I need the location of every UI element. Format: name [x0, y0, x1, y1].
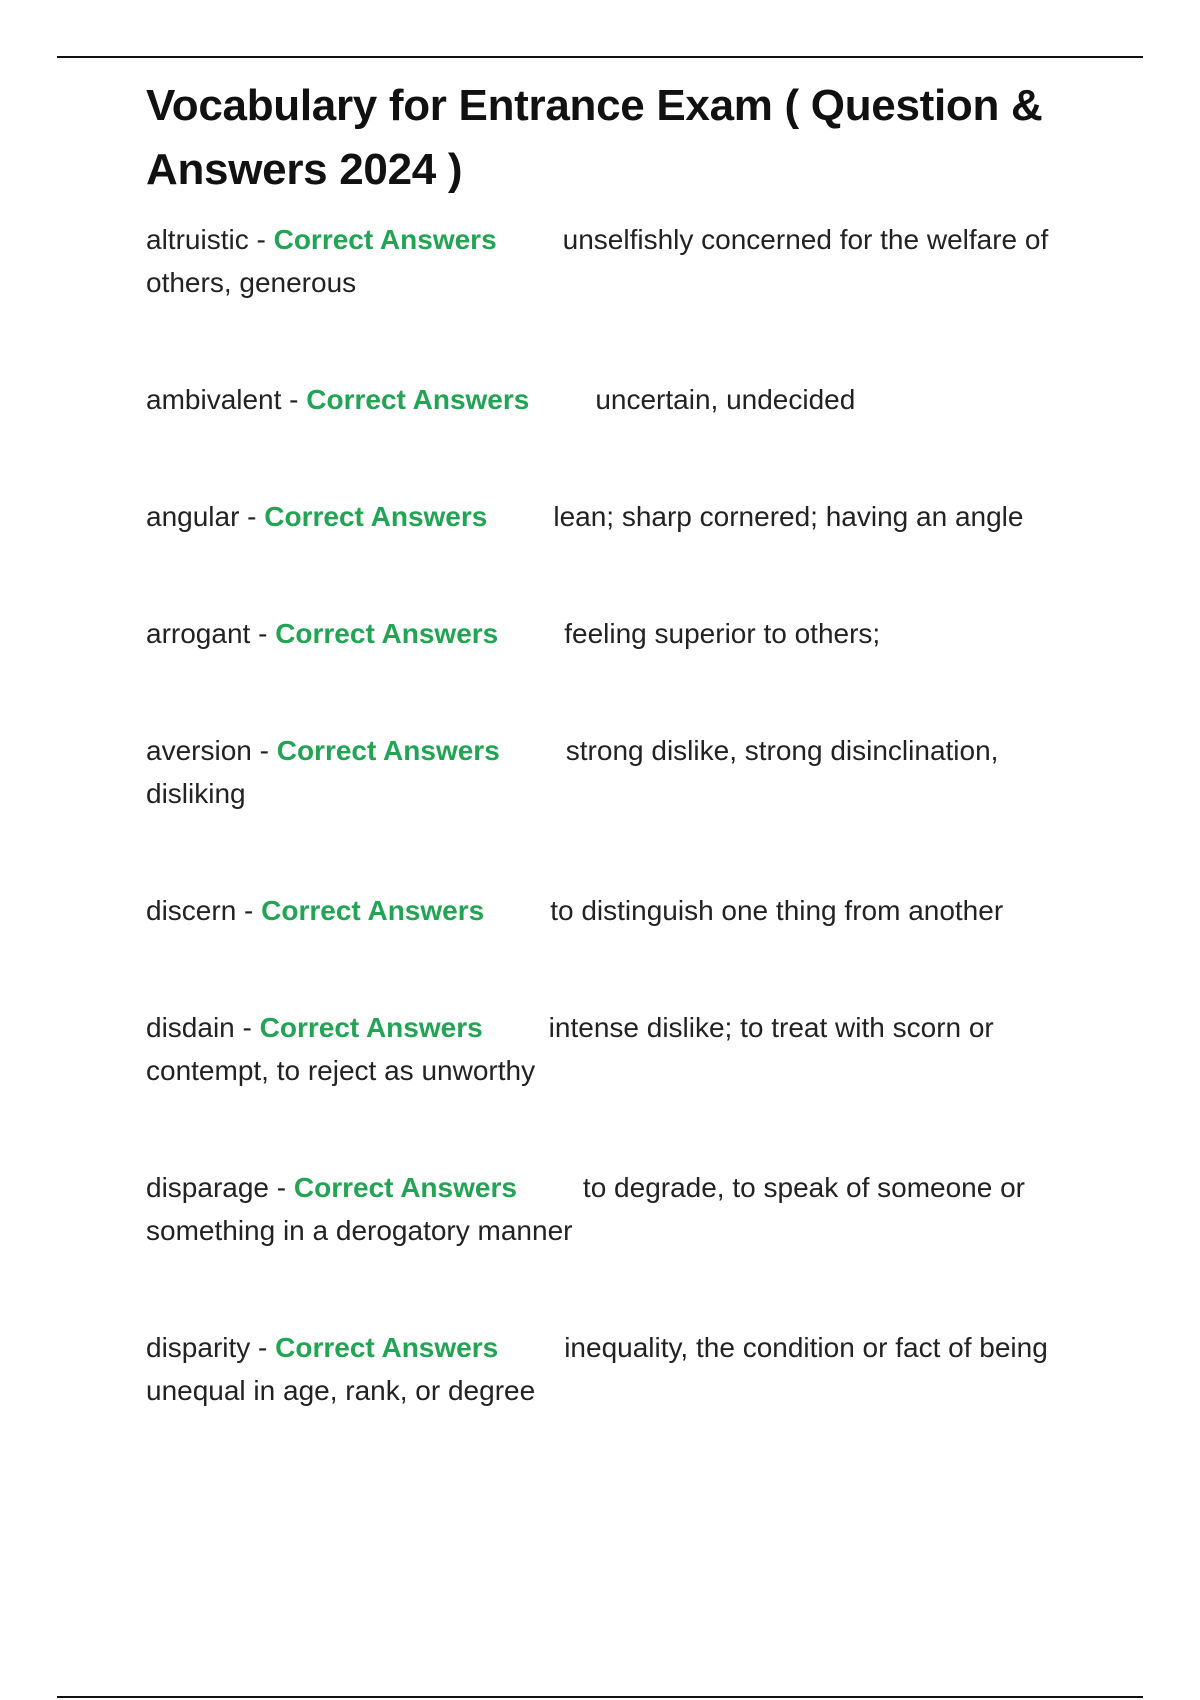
entry-term: disparity	[146, 1332, 251, 1363]
vocabulary-entry	[146, 495, 1096, 538]
entry-term: angular	[146, 501, 240, 532]
entry-separator: -	[251, 735, 277, 766]
entry-definition: strong dislike, strong disinclination, disliking	[146, 735, 999, 809]
correct-answers-label: Correct Answers	[293, 1172, 517, 1203]
document-title: Vocabulary for Entrance Exam ( Question & Answers 2024 )	[146, 81, 1043, 194]
entry-definition: intense dislike; to treat with scorn or contempt, to reject as unworthy	[146, 1012, 994, 1086]
correct-answers-label: Correct Answers	[264, 501, 488, 532]
entry-term: ambivalent	[146, 384, 282, 415]
entry-term: altruistic	[146, 224, 249, 255]
vocabulary-entry	[146, 1166, 1096, 1252]
correct-answers-label: Correct Answers	[275, 1332, 499, 1363]
entry-definition: unselfishly concerned for the welfare of others, generous	[146, 224, 1049, 298]
entry-term: arrogant	[146, 618, 251, 649]
vocabulary-list	[146, 218, 1096, 1412]
vocabulary-entry	[146, 1006, 1096, 1092]
entry-separator: -	[268, 1172, 294, 1203]
document-body	[146, 74, 1096, 1412]
entry-separator: -	[250, 1332, 276, 1363]
entry-separator: -	[248, 224, 274, 255]
entry-separator: -	[250, 618, 276, 649]
entry-definition: inequality, the condition or fact of being unequal in age, rank, or degree	[146, 1332, 1048, 1406]
entry-term: discern	[146, 895, 237, 926]
bottom-rule	[57, 1696, 1143, 1698]
entry-definition: to distinguish one thing from another	[550, 895, 1004, 926]
entry-term: disdain	[146, 1012, 235, 1043]
entry-term: aversion	[146, 735, 252, 766]
vocabulary-entry	[146, 889, 1096, 932]
entry-term: disparage	[146, 1172, 269, 1203]
entry-definition: to degrade, to speak of someone or something in a derogatory manner	[146, 1172, 1025, 1246]
correct-answers-label: Correct Answers	[259, 1012, 483, 1043]
entry-definition: uncertain, undecided	[595, 384, 856, 415]
vocabulary-entry	[146, 378, 1096, 421]
correct-answers-label: Correct Answers	[306, 384, 530, 415]
entry-definition: feeling superior to others;	[564, 618, 881, 649]
correct-answers-label: Correct Answers	[261, 895, 485, 926]
entry-separator: -	[281, 384, 307, 415]
correct-answers-label: Correct Answers	[273, 224, 497, 255]
vocabulary-entry	[146, 612, 1096, 655]
vocabulary-entry	[146, 218, 1096, 304]
correct-answers-label: Correct Answers	[275, 618, 499, 649]
entry-separator: -	[234, 1012, 260, 1043]
top-rule	[57, 56, 1143, 58]
vocabulary-entry	[146, 729, 1096, 815]
entry-separator: -	[239, 501, 265, 532]
vocabulary-entry	[146, 1326, 1096, 1412]
correct-answers-label: Correct Answers	[276, 735, 500, 766]
entry-separator: -	[236, 895, 262, 926]
entry-definition: lean; sharp cornered; having an angle	[553, 501, 1024, 532]
